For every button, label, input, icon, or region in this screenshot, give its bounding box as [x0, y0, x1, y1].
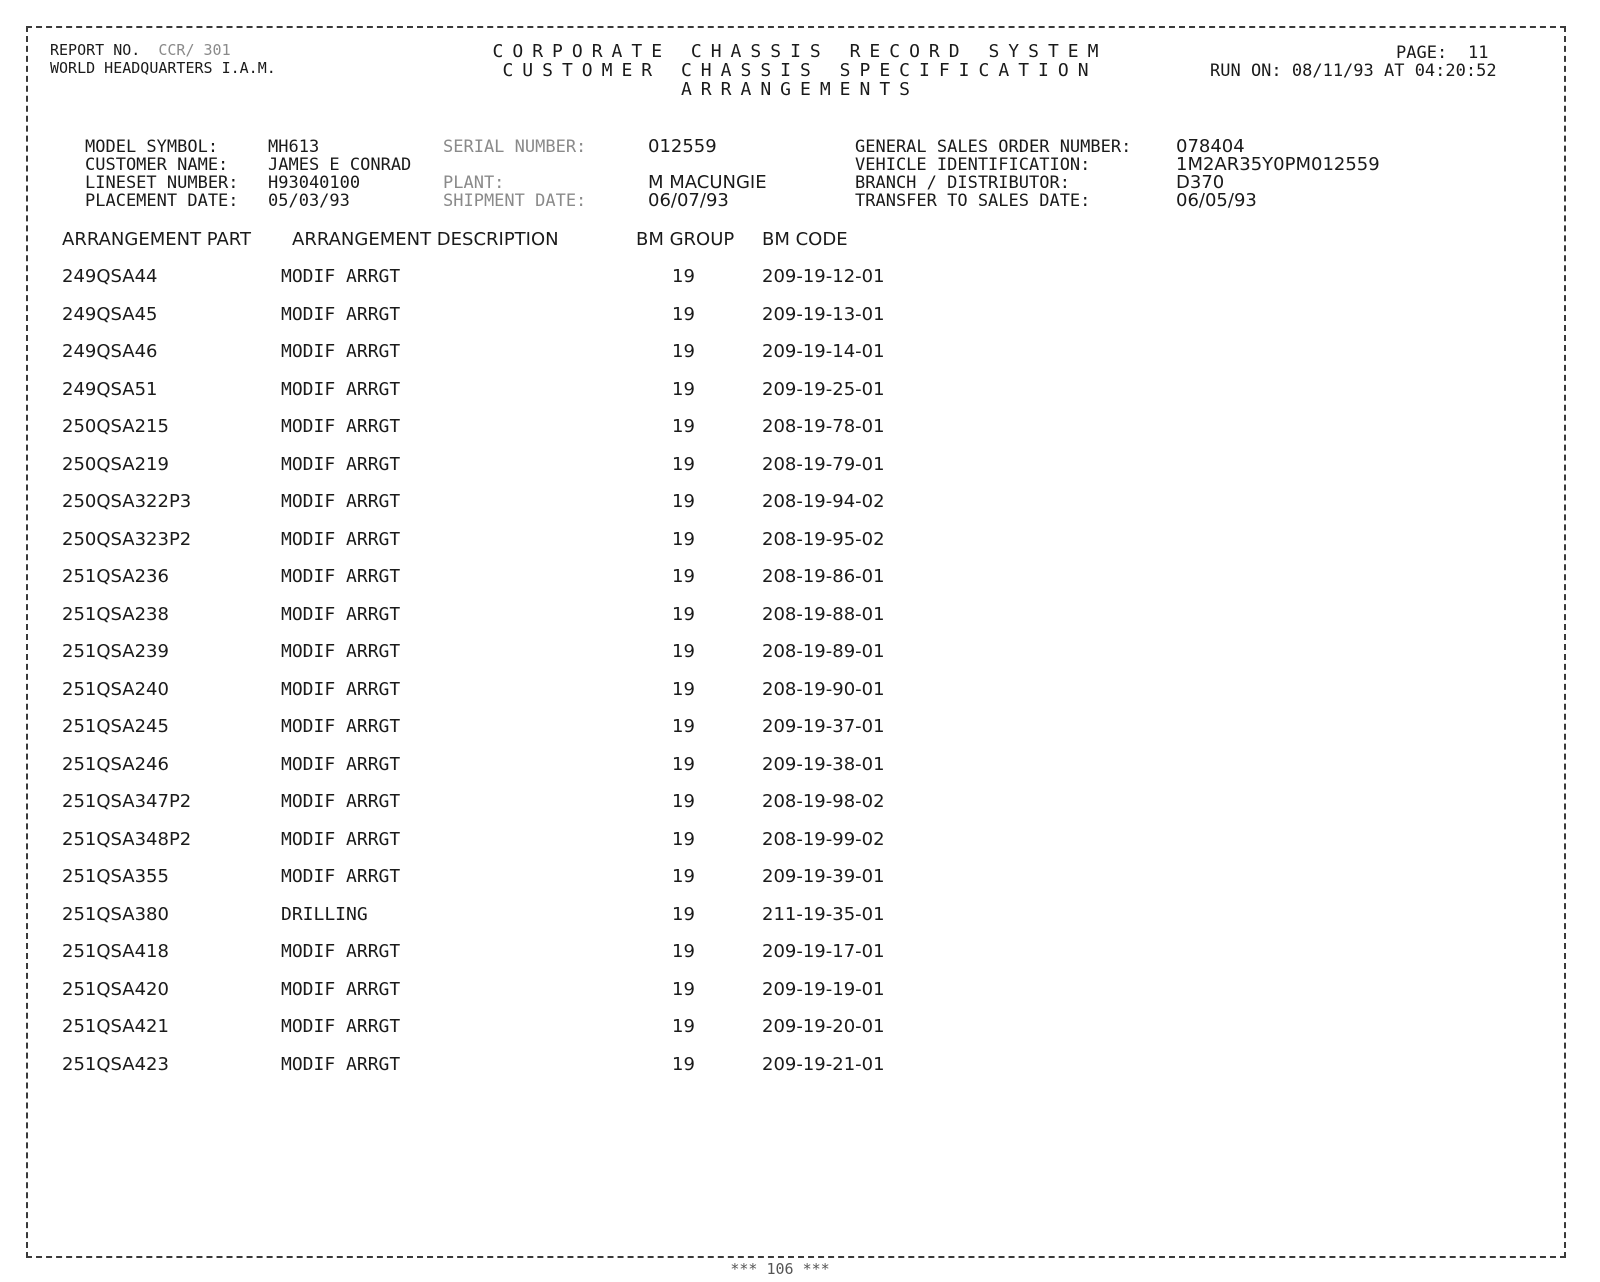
arrangement-part-cell: 251QSA348P2 — [62, 829, 192, 850]
bm-group-cell: 19 — [672, 1054, 695, 1075]
arrangement-description-cell: MODIF ARRGT — [281, 1054, 401, 1075]
bm-group-cell: 19 — [672, 566, 695, 587]
arrangement-description-cell: MODIF ARRGT — [281, 341, 401, 362]
serial-number-value: 012559 — [648, 136, 717, 157]
column-header-bm-code: BM CODE — [762, 229, 848, 250]
bm-code-cell: 208-19-95-02 — [762, 529, 885, 550]
arrangement-description-cell: MODIF ARRGT — [281, 679, 401, 700]
arrangement-part-cell: 251QSA239 — [62, 641, 169, 662]
arrangement-description-cell: MODIF ARRGT — [281, 1016, 401, 1037]
arrangement-part-cell: 251QSA421 — [62, 1016, 169, 1037]
arrangement-description-cell: MODIF ARRGT — [281, 454, 401, 475]
arrangement-part-cell: 251QSA238 — [62, 604, 169, 625]
model-symbol-value: MH613 — [268, 137, 320, 157]
report-title-line1: CORPORATE CHASSIS RECORD SYSTEM — [492, 41, 1108, 62]
branch-distributor-value: D370 — [1176, 172, 1225, 193]
bm-group-cell: 19 — [672, 979, 695, 1000]
arrangement-description-cell: MODIF ARRGT — [281, 791, 401, 812]
bm-group-cell: 19 — [672, 716, 695, 737]
arrangement-part-cell: 250QSA323P2 — [62, 529, 192, 550]
bm-group-cell: 19 — [672, 529, 695, 550]
bm-code-cell: 209-19-25-01 — [762, 379, 885, 400]
arrangement-part-cell: 251QSA236 — [62, 566, 169, 587]
transfer-to-sales-date-value: 06/05/93 — [1176, 190, 1257, 211]
page-footer: *** 106 *** — [730, 1260, 830, 1278]
arrangement-part-cell: 251QSA355 — [62, 866, 169, 887]
lineset-number-value: H93040100 — [268, 173, 361, 193]
arrangement-description-cell: MODIF ARRGT — [281, 754, 401, 775]
bm-group-cell: 19 — [672, 866, 695, 887]
arrangement-description-cell: MODIF ARRGT — [281, 304, 401, 325]
bm-group-cell: 19 — [672, 904, 695, 925]
run-on-timestamp: RUN ON: 08/11/93 AT 04:20:52 — [1210, 61, 1497, 81]
arrangement-part-cell: 251QSA246 — [62, 754, 169, 775]
bm-code-cell: 209-19-38-01 — [762, 754, 885, 775]
bm-group-cell: 19 — [672, 379, 695, 400]
arrangement-description-cell: DRILLING — [281, 904, 368, 925]
bm-code-cell: 209-19-17-01 — [762, 941, 885, 962]
arrangement-part-cell: 249QSA51 — [62, 379, 158, 400]
bm-group-cell: 19 — [672, 791, 695, 812]
bm-code-cell: 209-19-19-01 — [762, 979, 885, 1000]
vehicle-identification-value: 1M2AR35Y0PM012559 — [1176, 154, 1380, 175]
bm-code-cell: 208-19-94-02 — [762, 491, 885, 512]
arrangement-part-cell: 251QSA245 — [62, 716, 169, 737]
bm-group-cell: 19 — [672, 454, 695, 475]
arrangement-description-cell: MODIF ARRGT — [281, 941, 401, 962]
bm-group-cell: 19 — [672, 1016, 695, 1037]
bm-code-cell: 208-19-89-01 — [762, 641, 885, 662]
plant-value: M MACUNGIE — [648, 172, 767, 193]
arrangement-part-cell: 249QSA46 — [62, 341, 158, 362]
bm-code-cell: 208-19-78-01 — [762, 416, 885, 437]
arrangement-part-cell: 251QSA423 — [62, 1054, 169, 1075]
bm-group-cell: 19 — [672, 491, 695, 512]
bm-code-cell: 208-19-79-01 — [762, 454, 885, 475]
bm-group-cell: 19 — [672, 641, 695, 662]
arrangement-part-cell: 251QSA418 — [62, 941, 169, 962]
arrangement-part-cell: 251QSA347P2 — [62, 791, 192, 812]
bm-code-cell: 208-19-99-02 — [762, 829, 885, 850]
arrangement-description-cell: MODIF ARRGT — [281, 866, 401, 887]
arrangement-description-cell: MODIF ARRGT — [281, 266, 401, 287]
arrangement-description-cell: MODIF ARRGT — [281, 566, 401, 587]
lineset-number-label: LINESET NUMBER: — [85, 173, 239, 193]
arrangement-description-cell: MODIF ARRGT — [281, 604, 401, 625]
bm-code-cell: 209-19-39-01 — [762, 866, 885, 887]
arrangement-part-cell: 249QSA44 — [62, 266, 158, 287]
bm-code-cell: 209-19-13-01 — [762, 304, 885, 325]
sales-order-label: GENERAL SALES ORDER NUMBER: — [855, 137, 1132, 157]
bm-code-cell: 209-19-37-01 — [762, 716, 885, 737]
transfer-to-sales-date-label: TRANSFER TO SALES DATE: — [855, 191, 1091, 211]
report-title-line3: ARRANGEMENTS — [680, 79, 920, 100]
arrangement-description-cell: MODIF ARRGT — [281, 716, 401, 737]
bm-code-cell: 209-19-12-01 — [762, 266, 885, 287]
column-header-arrangement-description: ARRANGEMENT DESCRIPTION — [292, 229, 559, 250]
bm-code-cell: 209-19-20-01 — [762, 1016, 885, 1037]
arrangement-part-cell: 250QSA322P3 — [62, 491, 192, 512]
plant-label: PLANT: — [443, 173, 505, 193]
bm-group-cell: 19 — [672, 754, 695, 775]
arrangement-part-cell: 251QSA420 — [62, 979, 169, 1000]
bm-group-cell: 19 — [672, 679, 695, 700]
page-number: 11 — [1468, 43, 1489, 63]
placement-date-label: PLACEMENT DATE: — [85, 191, 239, 211]
report-title-line2: CUSTOMER CHASSIS SPECIFICATION — [502, 60, 1098, 81]
bm-code-cell: 209-19-14-01 — [762, 341, 885, 362]
bm-code-cell: 209-19-21-01 — [762, 1054, 885, 1075]
sales-order-value: 078404 — [1176, 136, 1245, 157]
customer-name-label: CUSTOMER NAME: — [85, 155, 229, 175]
arrangement-description-cell: MODIF ARRGT — [281, 379, 401, 400]
bm-group-cell: 19 — [672, 266, 695, 287]
bm-code-cell: 208-19-86-01 — [762, 566, 885, 587]
arrangement-description-cell: MODIF ARRGT — [281, 529, 401, 550]
arrangement-part-cell: 251QSA380 — [62, 904, 169, 925]
bm-group-cell: 19 — [672, 416, 695, 437]
arrangement-part-cell: 250QSA219 — [62, 454, 169, 475]
branch-distributor-label: BRANCH / DISTRIBUTOR: — [855, 173, 1070, 193]
report-number-value: CCR/ 301 — [158, 41, 231, 59]
world-headquarters: WORLD HEADQUARTERS I.A.M. — [50, 59, 276, 77]
bm-code-cell: 208-19-90-01 — [762, 679, 885, 700]
arrangement-description-cell: MODIF ARRGT — [281, 979, 401, 1000]
bm-code-cell: 208-19-98-02 — [762, 791, 885, 812]
arrangement-part-cell: 251QSA240 — [62, 679, 169, 700]
arrangement-part-cell: 249QSA45 — [62, 304, 158, 325]
bm-group-cell: 19 — [672, 604, 695, 625]
shipment-date-value: 06/07/93 — [648, 190, 729, 211]
bm-group-cell: 19 — [672, 941, 695, 962]
arrangement-description-cell: MODIF ARRGT — [281, 829, 401, 850]
serial-number-label: SERIAL NUMBER: — [443, 137, 587, 157]
vehicle-identification-label: VEHICLE IDENTIFICATION: — [855, 155, 1091, 175]
bm-code-cell: 208-19-88-01 — [762, 604, 885, 625]
report-number-label: REPORT NO. CCR/ 301 — [50, 41, 231, 59]
arrangement-part-cell: 250QSA215 — [62, 416, 169, 437]
arrangement-description-cell: MODIF ARRGT — [281, 491, 401, 512]
customer-name-value: JAMES E CONRAD — [268, 155, 412, 175]
bm-group-cell: 19 — [672, 304, 695, 325]
bm-group-cell: 19 — [672, 341, 695, 362]
column-header-arrangement-part: ARRANGEMENT PART — [62, 229, 251, 250]
bm-code-cell: 211-19-35-01 — [762, 904, 885, 925]
model-symbol-label: MODEL SYMBOL: — [85, 137, 219, 157]
shipment-date-label: SHIPMENT DATE: — [443, 191, 587, 211]
bm-group-cell: 19 — [672, 829, 695, 850]
column-header-bm-group: BM GROUP — [636, 229, 735, 250]
arrangement-description-cell: MODIF ARRGT — [281, 641, 401, 662]
placement-date-value: 05/03/93 — [268, 191, 350, 211]
page-label: PAGE: — [1396, 43, 1448, 63]
arrangement-description-cell: MODIF ARRGT — [281, 416, 401, 437]
